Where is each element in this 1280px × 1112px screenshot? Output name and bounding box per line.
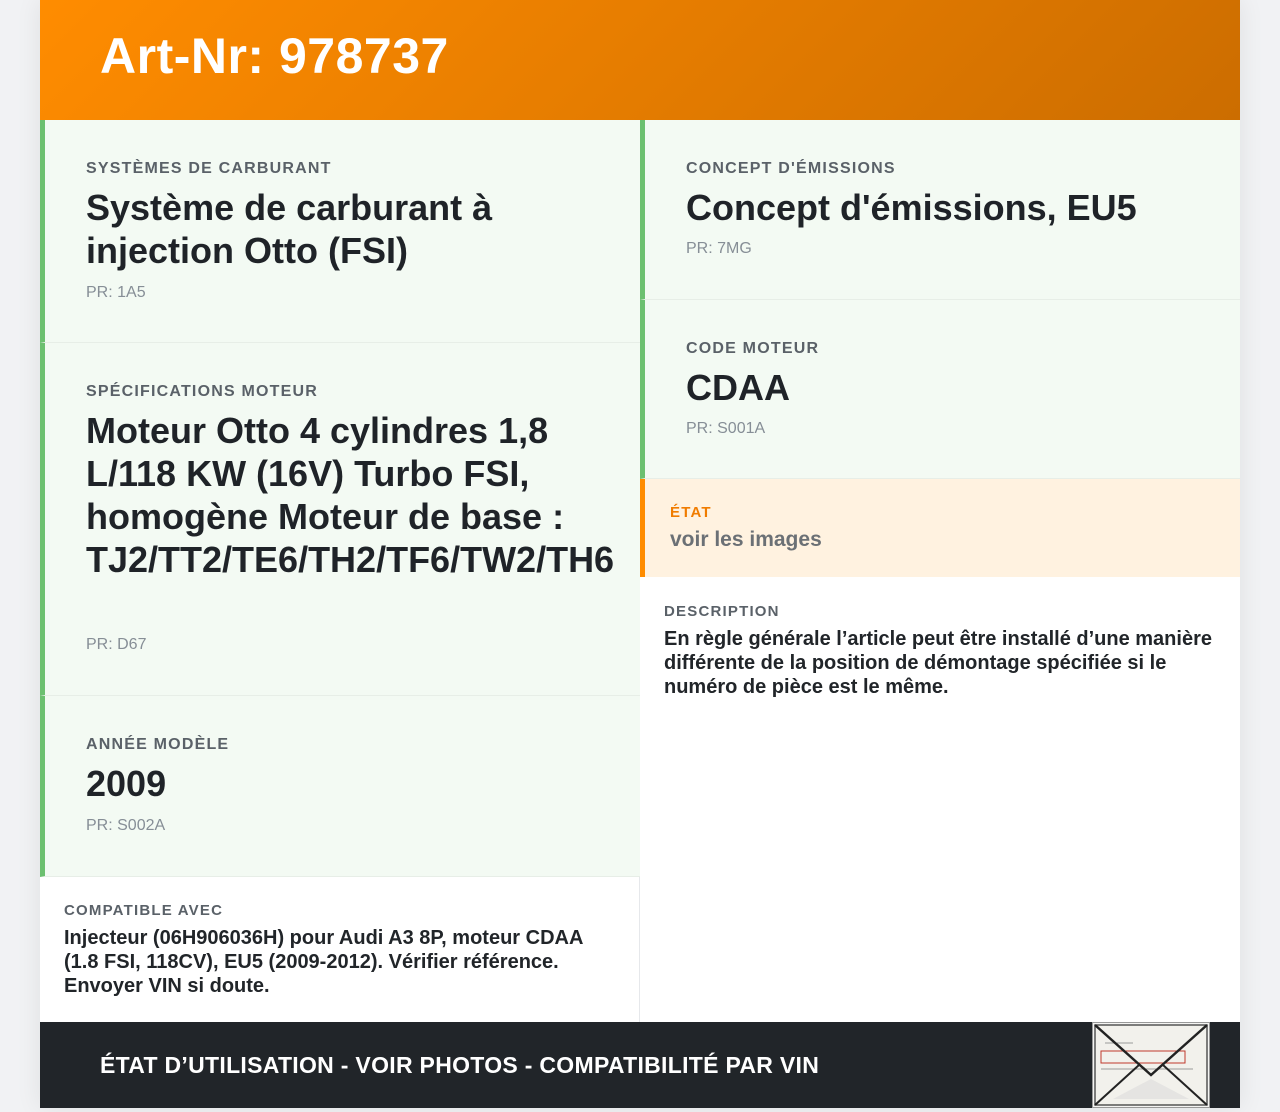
spec-pr-code: PR: 1A5 <box>86 284 146 301</box>
description-label: DESCRIPTION <box>664 603 780 620</box>
spec-label: CONCEPT D'ÉMISSIONS <box>686 160 896 177</box>
spec-label: CODE MOTEUR <box>686 340 820 357</box>
spec-label: ANNÉE MODÈLE <box>86 736 230 753</box>
spec-pr-code: PR: 7MG <box>686 240 752 257</box>
compatible-label: COMPATIBLE AVEC <box>64 902 224 919</box>
condition-label: ÉTAT <box>670 504 712 521</box>
condition-value: voir les images <box>670 528 822 551</box>
description-value: En règle générale l’article peut être installé d’une manière différente de la position de démontage spécifiée si le numéro de pièce est le même. <box>664 628 1212 698</box>
spec-value: Système de carburant à injection Otto (FSI) <box>86 187 493 271</box>
spec-fuel-system <box>40 120 640 343</box>
spec-value: Moteur Otto 4 cylindres 1,8 L/118 KW (16V) Turbo FSI, homogène Moteur de base : TJ2/TT2/TE6/TH2/TF6/TW2/TH6 <box>86 410 615 580</box>
condition-box <box>640 479 1240 577</box>
spec-pr-code: PR: D67 <box>86 636 147 653</box>
spec-pr-code: PR: S002A <box>86 817 166 834</box>
left-column <box>40 120 640 1022</box>
product-card <box>40 0 1240 1108</box>
spec-value: 2009 <box>86 763 167 804</box>
spec-label: SPÉCIFICATIONS MOTEUR <box>86 383 319 400</box>
spec-engine <box>40 343 640 696</box>
right-column <box>640 120 1240 1022</box>
footer-text: ÉTAT D’UTILISATION - VOIR PHOTOS - COMPATIBILITÉ PAR VIN <box>100 1052 820 1078</box>
spec-pr-code: PR: S001A <box>686 420 766 437</box>
header <box>40 0 1240 120</box>
page-title: Art-Nr: 978737 <box>100 28 449 84</box>
spec-value: CDAA <box>686 367 790 408</box>
spec-engine-code <box>640 300 1240 479</box>
spec-label: SYSTÈMES DE CARBURANT <box>86 160 332 177</box>
spec-value: Concept d'émissions, EU5 <box>686 187 1137 228</box>
compatible-value: Injecteur (06H906036H) pour Audi A3 8P, moteur CDAA (1.8 FSI, 118CV), EU5 (2009-2012). Vérifier référence. Envoyer VIN si doute. <box>64 927 583 997</box>
envelope-stamp-icon <box>1092 1022 1210 1108</box>
footer-bar <box>40 1022 1240 1108</box>
spec-model-year <box>40 696 640 877</box>
spec-emissions <box>640 120 1240 300</box>
